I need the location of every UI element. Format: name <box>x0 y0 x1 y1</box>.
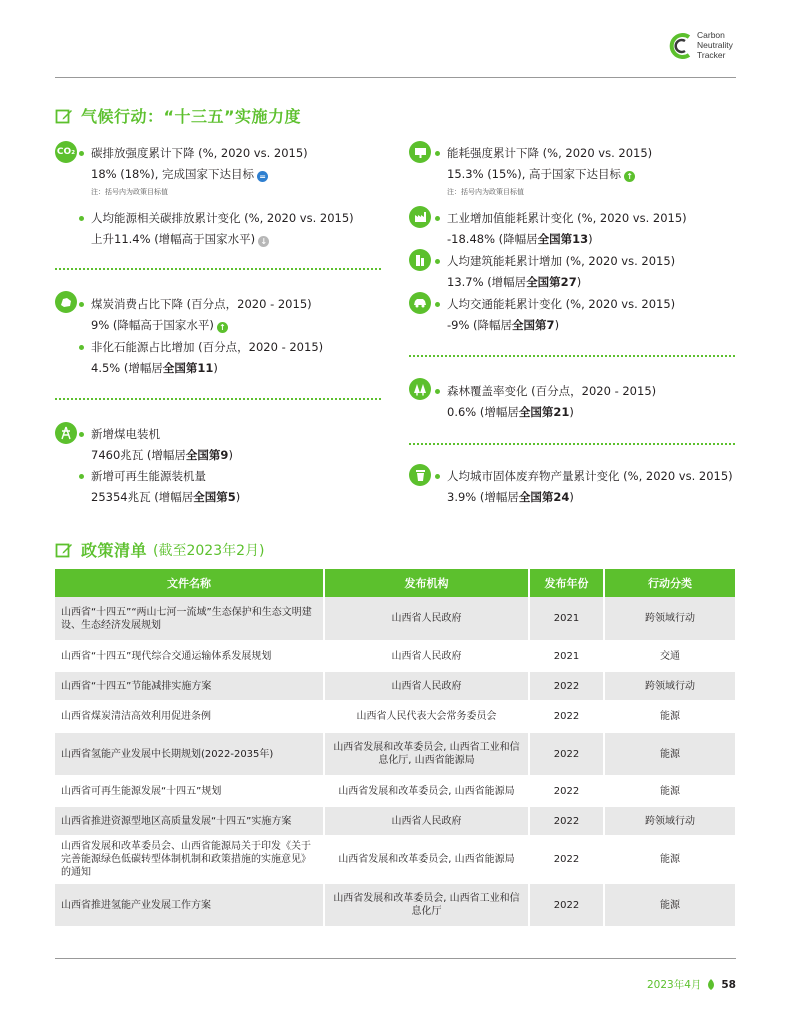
table-row <box>55 732 735 776</box>
policy-year: 2022 <box>529 806 604 836</box>
coal-power-label: 新增煤电装机 <box>91 427 160 441</box>
column-header-org: 发布机构 <box>324 569 529 597</box>
policy-name: 山西省推进资源型地区高质量发展“十四五”实施方案 <box>55 806 324 836</box>
edit-icon <box>55 107 73 125</box>
column-header-category: 行动分类 <box>604 569 735 597</box>
section-title-policy-list: 政策清单 (截至2023年2月) <box>55 538 264 561</box>
forest-label: 森林覆盖率变化 (百分点，2020 - 2015) <box>447 384 657 398</box>
building-value: 13.7% (增幅居全国第27) <box>447 275 582 289</box>
transport-value: -9% (降幅居全国第7) <box>447 318 560 332</box>
table-row <box>55 671 735 701</box>
forest-value: 0.6% (增幅居全国第21) <box>447 405 574 419</box>
policy-table <box>55 569 735 928</box>
coal-power-value: 7460兆瓦 (增幅居全国第9) <box>91 448 233 462</box>
transport-label: 人均交通能耗累计变化 (%, 2020 vs. 2015) <box>447 297 676 311</box>
policy-name: 山西省推进氢能产业发展工作方案 <box>55 883 324 927</box>
policy-category: 能源 <box>604 836 735 883</box>
policy-name: 山西省“十四五”现代综合交通运输体系发展规划 <box>55 641 324 671</box>
divider <box>55 398 381 400</box>
co2-intensity-label: 碳排放强度累计下降 (%, 2020 vs. 2015) <box>91 146 308 160</box>
co2-intensity-note: 注：括号内为政策目标值 <box>91 188 168 196</box>
logo-ring-icon <box>669 32 693 60</box>
column-header-year: 发布年份 <box>529 569 604 597</box>
policy-category: 能源 <box>604 883 735 927</box>
policy-org: 山西省发展和改革委员会, 山西省能源局 <box>324 836 529 883</box>
policy-org: 山西省发展和改革委员会, 山西省能源局 <box>324 776 529 806</box>
energy-intensity-value: 15.3% (15%), 高于国家下达目标 ↑ <box>447 167 635 182</box>
building-label: 人均建筑能耗累计增加 (%, 2020 vs. 2015) <box>447 254 676 268</box>
carbon-neutrality-tracker-logo <box>669 30 749 66</box>
policy-category: 交通 <box>604 641 735 671</box>
policy-category: 能源 <box>604 776 735 806</box>
page-footer <box>647 977 736 992</box>
policy-year: 2022 <box>529 836 604 883</box>
arrow-up-icon: ↑ <box>217 322 228 333</box>
renewable-value: 25354兆瓦 (增幅居全国第5) <box>91 490 241 504</box>
co2-icon: CO₂ <box>55 141 77 163</box>
edit-icon <box>55 541 73 559</box>
policy-year: 2022 <box>529 671 604 701</box>
page-number: 58 <box>721 978 736 991</box>
policy-category: 跨领域行动 <box>604 671 735 701</box>
policy-org: 山西省人民政府 <box>324 671 529 701</box>
renewable-label: 新增可再生能源装机量 <box>91 469 206 483</box>
policy-year: 2021 <box>529 641 604 671</box>
divider <box>55 268 381 270</box>
column-header-name: 文件名称 <box>55 569 324 597</box>
waste-label: 人均城市固体废弃物产量累计变化 (%, 2020 vs. 2015) <box>447 469 733 483</box>
policy-category: 能源 <box>604 732 735 776</box>
car-icon <box>409 292 431 314</box>
policy-name: 山西省氢能产业发展中长期规划(2022-2035年) <box>55 732 324 776</box>
table-row <box>55 883 735 927</box>
logo-text: Carbon Neutrality Tracker <box>697 30 733 60</box>
industry-value: -18.48% (降幅居全国第13) <box>447 232 593 246</box>
policy-year: 2022 <box>529 883 604 927</box>
section-title-climate-action: 气候行动：“十三五”实施力度 <box>55 104 301 127</box>
header-rule <box>55 77 736 78</box>
trash-bin-icon <box>409 464 431 486</box>
co2-per-capita-value: 上升11.4% (增幅高于国家水平) ↓ <box>91 232 269 247</box>
leaf-icon <box>707 979 715 990</box>
policy-org: 山西省人民政府 <box>324 806 529 836</box>
policy-name: 山西省“十四五”“两山七河一流域”生态保护和生态文明建设、生态经济发展规划 <box>55 597 324 641</box>
policy-org: 山西省人民代表大会常务委员会 <box>324 701 529 732</box>
table-row <box>55 597 735 641</box>
forest-icon <box>409 378 431 400</box>
equal-icon: = <box>257 171 268 182</box>
footer-rule <box>55 958 736 959</box>
policy-name: 山西省可再生能源发展“十四五”规划 <box>55 776 324 806</box>
policy-year: 2022 <box>529 701 604 732</box>
arrow-down-icon: ↓ <box>258 236 269 247</box>
policy-category: 跨领域行动 <box>604 806 735 836</box>
table-row <box>55 836 735 883</box>
table-row <box>55 701 735 732</box>
co2-per-capita-label: 人均能源相关碳排放累计变化 (%, 2020 vs. 2015) <box>91 211 354 225</box>
coal-share-label: 煤炭消费占比下降 (百分点，2020 - 2015) <box>91 297 312 311</box>
nonfossil-value: 4.5% (增幅居全国第11) <box>91 361 218 375</box>
table-row <box>55 641 735 671</box>
divider <box>409 355 735 357</box>
building-icon <box>409 249 431 271</box>
policy-name: 山西省“十四五”节能减排实施方案 <box>55 671 324 701</box>
policy-org: 山西省人民政府 <box>324 597 529 641</box>
energy-intensity-note: 注：括号内为政策目标值 <box>447 188 524 196</box>
table-row <box>55 776 735 806</box>
waste-value: 3.9% (增幅居全国第24) <box>447 490 574 504</box>
coal-share-value: 9% (降幅高于国家水平) ↑ <box>91 318 228 333</box>
policy-name: 山西省发展和改革委员会、山西省能源局关于印发《关于完善能源绿色低碳转型体制机制和政策措施的实施意见》的通知 <box>55 836 324 883</box>
power-tower-icon <box>55 422 77 444</box>
table-header-row <box>55 569 735 597</box>
divider <box>409 443 735 445</box>
policy-year: 2021 <box>529 597 604 641</box>
policy-org: 山西省人民政府 <box>324 641 529 671</box>
policy-year: 2022 <box>529 776 604 806</box>
policy-org: 山西省发展和改革委员会, 山西省工业和信息化厅, 山西省能源局 <box>324 732 529 776</box>
industry-label: 工业增加值能耗累计变化 (%, 2020 vs. 2015) <box>447 211 687 225</box>
policy-category: 能源 <box>604 701 735 732</box>
co2-intensity-value: 18% (18%), 完成国家下达目标 = <box>91 167 268 182</box>
table-row <box>55 806 735 836</box>
footer-date: 2023年4月 <box>646 979 702 991</box>
arrow-up-icon: ↑ <box>624 171 635 182</box>
policy-year: 2022 <box>529 732 604 776</box>
nonfossil-label: 非化石能源占比增加 (百分点，2020 - 2015) <box>91 340 324 354</box>
policy-name: 山西省煤炭清洁高效利用促进条例 <box>55 701 324 732</box>
coal-icon <box>55 291 77 313</box>
policy-org: 山西省发展和改革委员会, 山西省工业和信息化厅 <box>324 883 529 927</box>
energy-intensity-label: 能耗强度累计下降 (%, 2020 vs. 2015) <box>447 146 653 160</box>
factory-icon <box>409 206 431 228</box>
energy-screen-icon <box>409 141 431 163</box>
policy-category: 跨领域行动 <box>604 597 735 641</box>
